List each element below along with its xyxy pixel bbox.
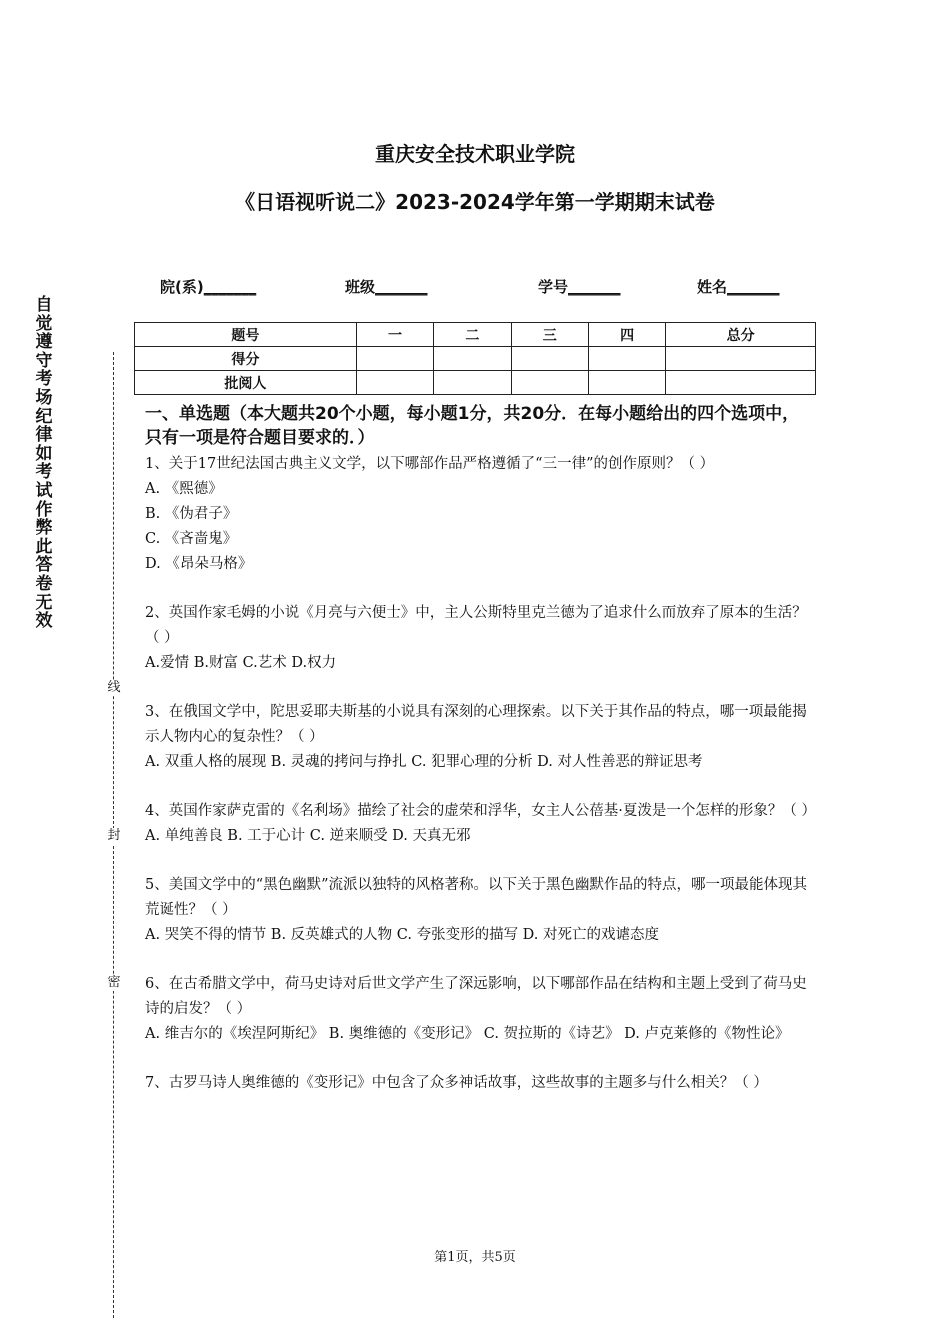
score-header-cell: 一 xyxy=(356,323,433,347)
name-blank[interactable]: _______ xyxy=(727,278,780,296)
grader-cell[interactable] xyxy=(434,371,511,395)
question-text: 5、美国文学中的“黑色幽默”流派以独特的风格著称。以下关于黑色幽默作品的特点，哪一项最能体现其荒诞性？（ ） xyxy=(145,877,808,918)
question-5 xyxy=(145,873,810,948)
grader-cell[interactable] xyxy=(511,371,588,395)
score-header-cell: 题号 xyxy=(135,323,357,347)
score-table xyxy=(134,322,816,395)
options-line[interactable]: A. 维吉尔的《埃涅阿斯纪》 B. 奥维德的《变形记》 C. 贺拉斯的《诗艺》 D. 卢克莱修的《物性论》 xyxy=(145,1026,790,1042)
notice-char: 卷 xyxy=(35,573,53,594)
notice-char: 试 xyxy=(35,480,53,501)
question-text: 2、英国作家毛姆的小说《月亮与六便士》中，主人公斯特里克兰德为了追求什么而放弃了原本的生活？（ ） xyxy=(145,605,807,646)
notice-char: 答 xyxy=(35,555,53,576)
binding-mark-seal: 封 xyxy=(105,828,123,844)
notice-char: 此 xyxy=(35,536,53,557)
notice-char: 场 xyxy=(35,387,53,408)
options-line[interactable]: A. 哭笑不得的情节 B. 反英雄式的人物 C. 夸张变形的描写 D. 对死亡的戏谑态度 xyxy=(145,927,660,943)
exam-notice-vertical xyxy=(34,296,54,631)
class-label: 班级 xyxy=(345,278,376,296)
question-text: 7、古罗马诗人奥维德的《变形记》中包含了众多神话故事，这些故事的主题多与什么相关？（ ） xyxy=(145,1075,768,1091)
notice-char: 如 xyxy=(35,443,53,464)
class-field[interactable] xyxy=(345,276,428,297)
notice-char: 无 xyxy=(35,592,53,613)
score-header-cell: 总分 xyxy=(666,323,816,347)
name-field[interactable] xyxy=(697,276,780,297)
question-2 xyxy=(145,601,810,676)
name-label: 姓名 xyxy=(697,278,728,296)
score-header-cell: 四 xyxy=(588,323,665,347)
score-header-cell: 三 xyxy=(511,323,588,347)
page-number: 第1页，共5页 xyxy=(434,1250,516,1265)
notice-char: 遵 xyxy=(35,332,53,353)
notice-char: 纪 xyxy=(35,406,53,427)
score-cell[interactable] xyxy=(511,347,588,371)
notice-char: 觉 xyxy=(35,313,53,334)
binding-mark-line: 线 xyxy=(105,680,123,696)
notice-char: 作 xyxy=(35,499,53,520)
notice-char: 考 xyxy=(35,369,53,390)
grader-cell[interactable] xyxy=(588,371,665,395)
question-area xyxy=(145,402,816,1120)
exam-title: 《日语视听说二》2023-2024学年第一学期期末试卷 xyxy=(235,190,715,214)
binding-mark-secret: 密 xyxy=(105,975,123,991)
dept-blank[interactable]: _______ xyxy=(203,278,257,296)
score-header-cell: 二 xyxy=(434,323,511,347)
option[interactable]: C. 《吝啬鬼》 xyxy=(145,531,238,547)
question-text: 6、在古希腊文学中，荷马史诗对后世文学产生了深远影响，以下哪部作品在结构和主题上受到了荷马史诗的启发？（ ） xyxy=(145,976,807,1017)
grader-row-label: 批阅人 xyxy=(135,371,357,395)
question-1 xyxy=(145,452,810,577)
question-3 xyxy=(145,700,810,775)
question-text: 1、关于17世纪法国古典主义文学，以下哪部作品严格遵循了“三一律”的创作原则？（ ） xyxy=(145,456,715,472)
dept-field[interactable] xyxy=(160,276,256,297)
section-heading: 一、单选题（本大题共20个小题，每小题1分，共20分．在每小题给出的四个选项中，只有一项是符合题目要求的．） xyxy=(145,404,800,448)
question-text: 3、在俄国文学中，陀思妥耶夫斯基的小说具有深刻的心理探索。以下关于其作品的特点，哪一项最能揭示人物内心的复杂性？（ ） xyxy=(145,704,807,745)
options-line[interactable]: A. 单纯善良 B. 工于心计 C. 逆来顺受 D. 天真无邪 xyxy=(145,828,471,844)
class-blank[interactable]: _______ xyxy=(375,278,428,296)
question-text: 4、英国作家萨克雷的《名利场》描绘了社会的虚荣和浮华，女主人公蓓基·夏泼是一个怎样的形象？（ ） xyxy=(145,803,816,819)
student-id-blank[interactable]: _______ xyxy=(568,278,621,296)
student-id-field[interactable] xyxy=(538,276,621,297)
grader-row xyxy=(135,371,816,395)
notice-char: 自 xyxy=(35,295,53,315)
score-cell[interactable] xyxy=(356,347,433,371)
school-title: 重庆安全技术职业学院 xyxy=(375,142,575,166)
options-line[interactable]: A.爱情 B.财富 C.艺术 D.权力 xyxy=(145,655,337,671)
score-cell[interactable] xyxy=(666,347,816,371)
score-table-header xyxy=(135,323,816,347)
notice-char: 考 xyxy=(35,462,53,483)
notice-char: 律 xyxy=(35,425,53,446)
question-6 xyxy=(145,972,810,1047)
question-4 xyxy=(145,799,816,849)
score-cell[interactable] xyxy=(434,347,511,371)
dept-label: 院(系) xyxy=(160,278,204,296)
score-cell[interactable] xyxy=(588,347,665,371)
notice-char: 守 xyxy=(35,350,53,371)
option[interactable]: B. 《伪君子》 xyxy=(145,506,238,522)
option[interactable]: D. 《昂朵马格》 xyxy=(145,556,253,572)
student-id-label: 学号 xyxy=(538,278,569,296)
notice-char: 效 xyxy=(35,611,53,632)
option[interactable]: A. 《熙德》 xyxy=(145,481,223,497)
question-7 xyxy=(145,1071,810,1096)
grader-cell[interactable] xyxy=(356,371,433,395)
grader-cell[interactable] xyxy=(666,371,816,395)
notice-char: 弊 xyxy=(35,518,53,539)
options-line[interactable]: A. 双重人格的展现 B. 灵魂的拷问与挣扎 C. 犯罪心理的分析 D. 对人性善恶的辩证思考 xyxy=(145,754,703,770)
score-row-label: 得分 xyxy=(135,347,357,371)
score-row xyxy=(135,347,816,371)
